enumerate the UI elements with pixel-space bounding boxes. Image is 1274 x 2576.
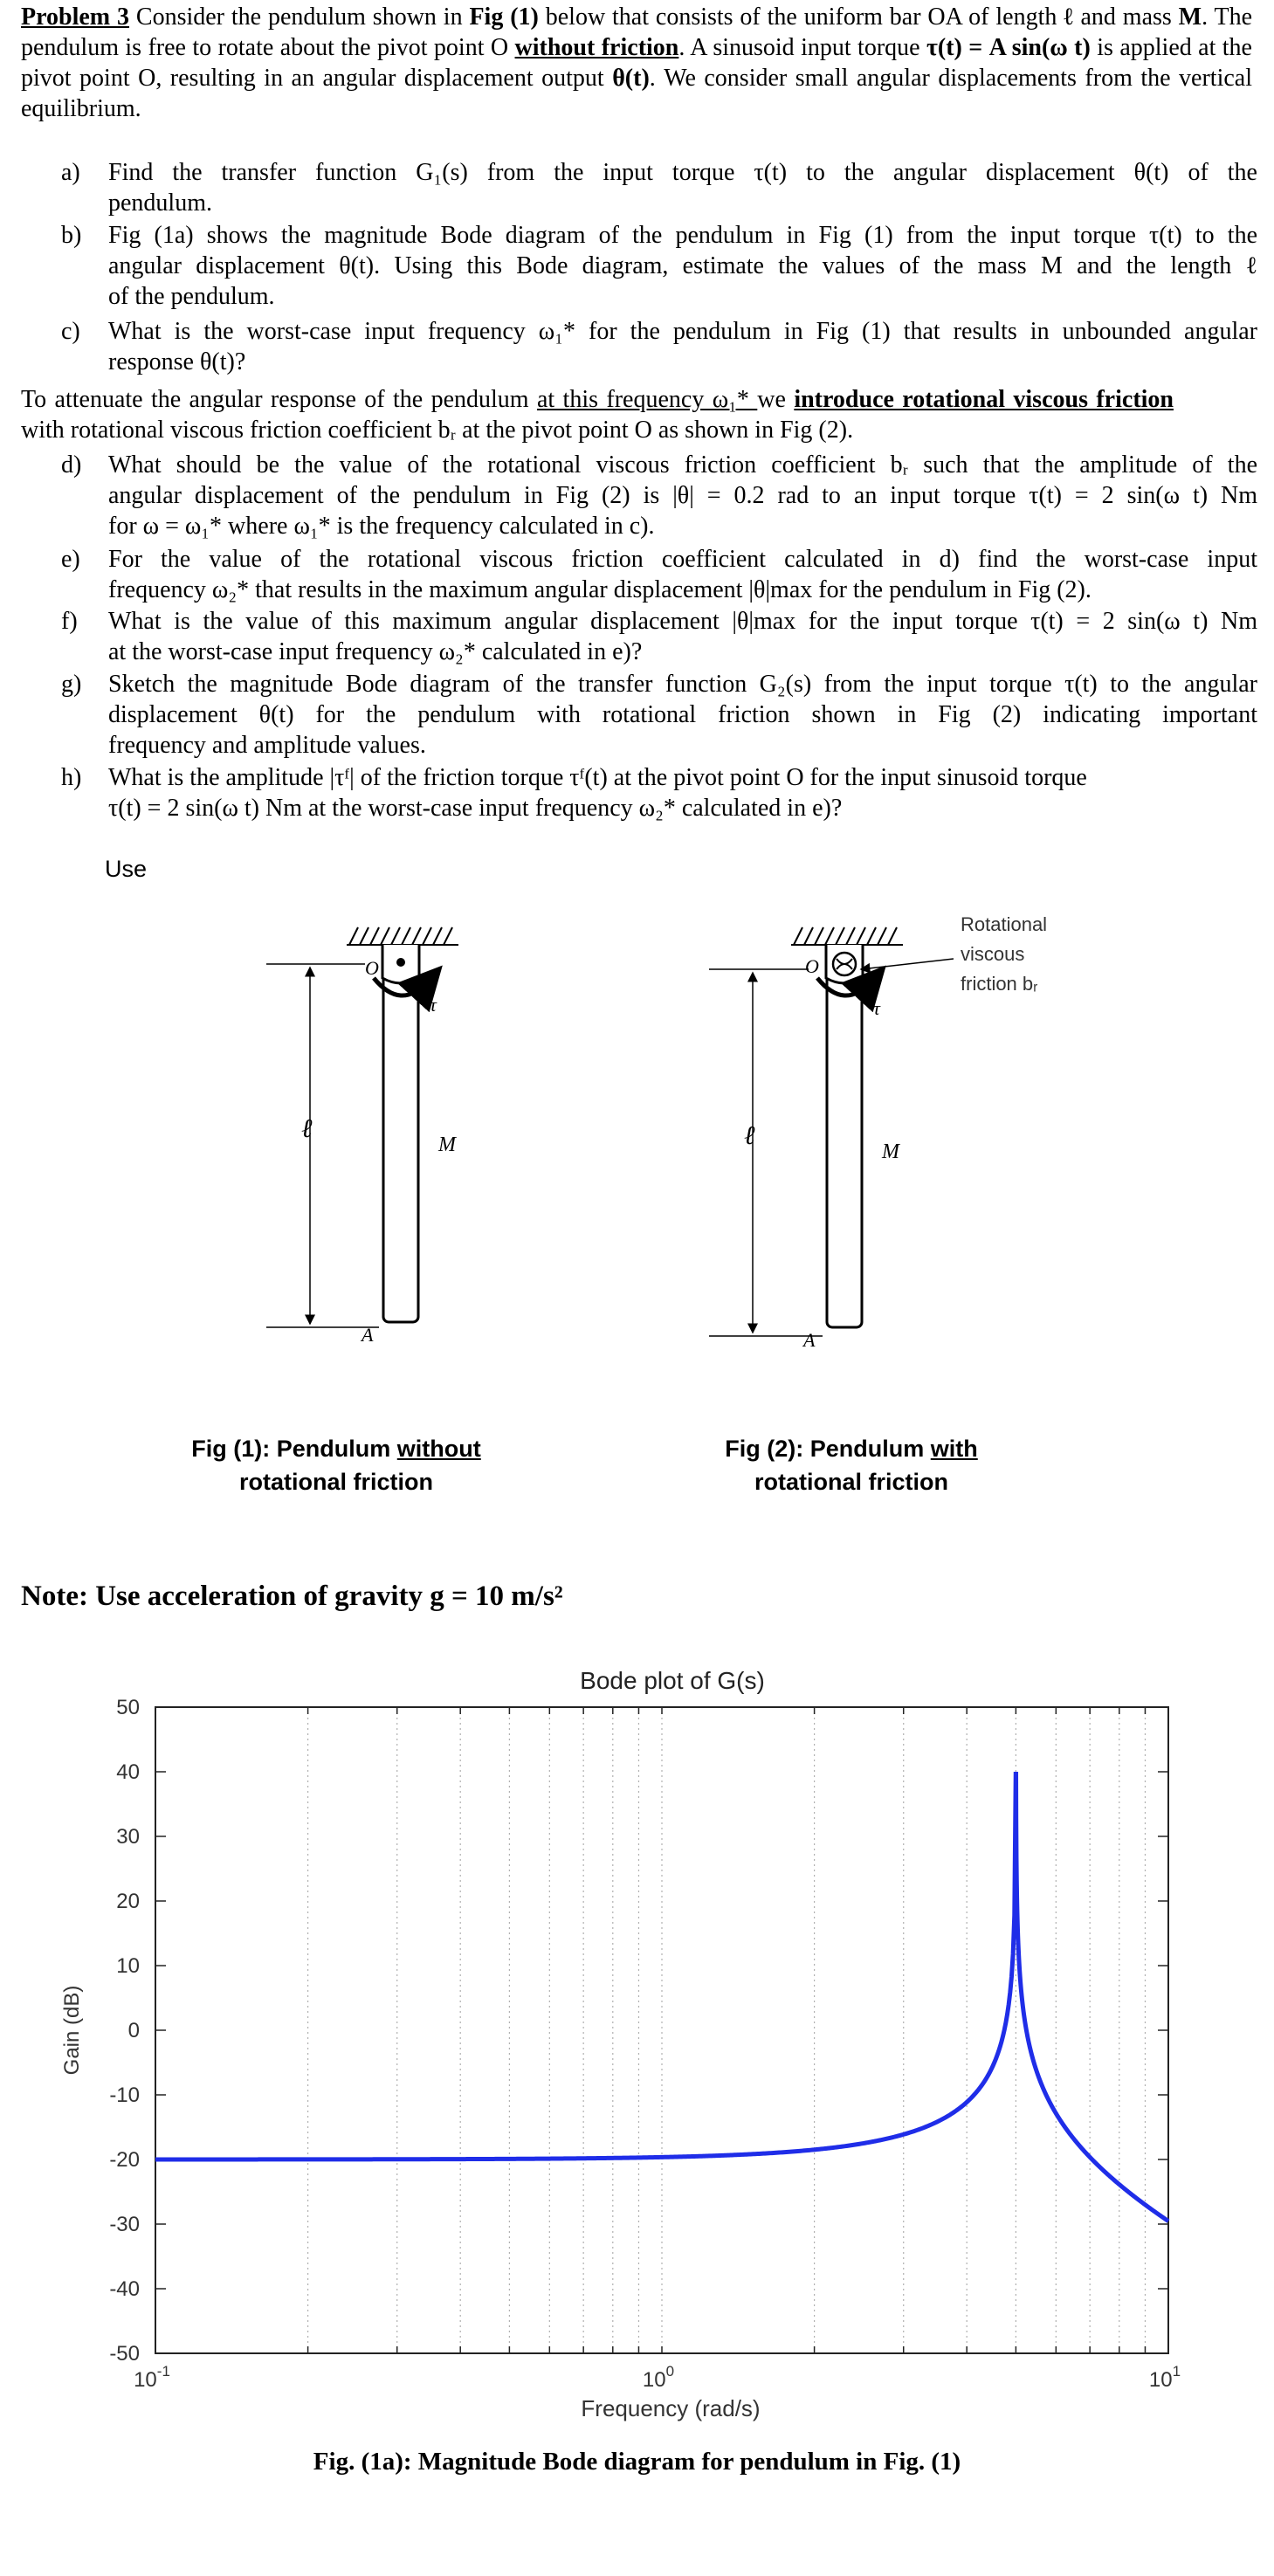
attenuate-paragraph: To attenuate the angular response of the pendulum at this frequency ω₁* we introduce rotational viscous friction with rotational viscous friction coefficient bᵣ at the pivot point O as shown in Fig (2). bbox=[21, 386, 1174, 444]
fig2-friction-label-2: viscous bbox=[961, 943, 1025, 965]
fig2-mass-label: M bbox=[882, 1140, 899, 1163]
fig1-caption: Fig (1): Pendulum without rotational friction bbox=[191, 1436, 481, 1495]
y-tick-label: 30 bbox=[116, 1825, 140, 1849]
fig2-pivot-label: O bbox=[805, 955, 819, 977]
y-axis-label: Gain (dB) bbox=[60, 1985, 84, 2076]
fig2-friction-label-3: friction bᵣ bbox=[961, 973, 1038, 995]
fig1-pivot bbox=[396, 958, 405, 967]
chart-title: Bode plot of G(s) bbox=[580, 1667, 765, 1694]
y-tick-label: -40 bbox=[109, 2277, 140, 2301]
x-tick-label: $10^{-1}$ bbox=[134, 2363, 170, 2392]
fig2-torque-label: τ bbox=[873, 997, 880, 1019]
fig1-bar bbox=[383, 962, 418, 1322]
fig1-ceiling-hatch bbox=[349, 927, 452, 945]
x-axis-label: Frequency (rad/s) bbox=[581, 2395, 761, 2421]
fig1-length-label: ℓ bbox=[301, 1114, 313, 1143]
fig2-bar bbox=[827, 962, 862, 1327]
use-label: Use bbox=[105, 856, 148, 882]
y-tick-label: -30 bbox=[109, 2213, 140, 2236]
y-tick-label: -50 bbox=[109, 2342, 140, 2366]
fig2-pendulum bbox=[709, 913, 1047, 1351]
fig2-end-label: A bbox=[803, 1329, 816, 1351]
fig1a-caption: Fig. (1a): Magnitude Bode diagram for pendulum in Fig. (1) bbox=[313, 2448, 961, 2476]
y-tick-label: -20 bbox=[109, 2148, 140, 2172]
gravity-note: Note: Use acceleration of gravity g = 10 m/s² bbox=[21, 1581, 563, 1612]
fig1-pendulum bbox=[266, 927, 458, 1346]
x-tick-label: $10^0$ bbox=[642, 2363, 675, 2392]
y-tick-label: 50 bbox=[116, 1696, 140, 1719]
y-tick-label: 40 bbox=[116, 1760, 140, 1784]
fig2-caption: Fig (2): Pendulum with rotational friction bbox=[725, 1436, 978, 1495]
fig2-length-label: ℓ bbox=[744, 1121, 755, 1150]
y-tick-label: 0 bbox=[127, 2019, 140, 2042]
fig1-mass-label: M bbox=[438, 1133, 456, 1156]
fig2-friction-label-1: Rotational bbox=[961, 913, 1048, 935]
bode-plot bbox=[0, 1642, 1274, 2428]
y-tick-label: 10 bbox=[116, 1954, 140, 1978]
fig2-friction-pointer bbox=[861, 959, 954, 969]
fig2-ceiling-hatch bbox=[794, 927, 897, 945]
fig1-end-label: A bbox=[362, 1324, 374, 1346]
pendulum-figures bbox=[0, 908, 1274, 1380]
fig1-torque-label: τ bbox=[430, 994, 437, 1016]
fig1-pivot-label: O bbox=[365, 957, 379, 979]
x-tick-label: $10^1$ bbox=[1148, 2363, 1181, 2392]
problem-intro: Problem 3 Consider the pendulum shown in Fig (1) below that consists of the uniform bar OA of length ℓ and mass M. The pendulum is free to rotate about the pivot point O without friction. A sinusoid input torque τ(t) = A sin(ω t) is applied at the pivot point O, resulting in an angular displacement output θ(t). We consider small angular displacements from the vertical equilibrium. bbox=[21, 3, 1253, 122]
y-tick-label: 20 bbox=[116, 1890, 140, 1913]
y-tick-label: -10 bbox=[109, 2084, 140, 2107]
problem-label: Problem 3 bbox=[21, 3, 130, 31]
